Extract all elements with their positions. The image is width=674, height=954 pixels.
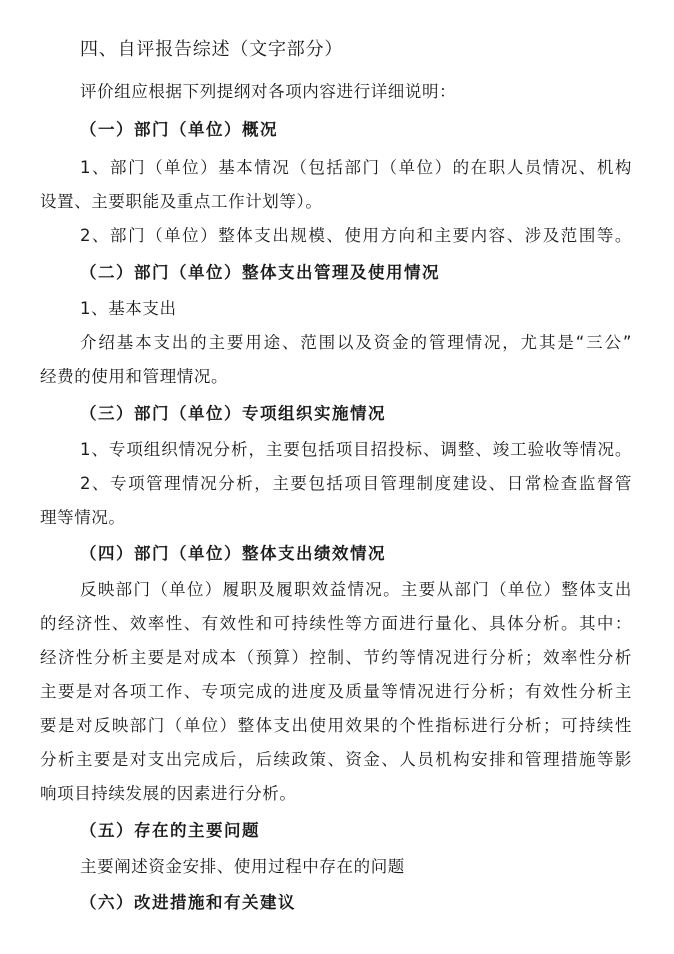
- part5-heading: （五）存在的主要问题: [80, 821, 260, 840]
- section-title: 四、自评报告综述（文字部分）: [80, 39, 344, 60]
- intro-text: 评价组应根据下列提纲对各项内容进行详细说明：: [80, 82, 457, 101]
- part3-item1: 1、专项组织情况分析，主要包括项目招投标、调整、竣工验收等情况。: [80, 440, 632, 459]
- part4-line: 响项目持续发展的因素进行分析。: [40, 784, 297, 803]
- part4-line: 要是对反映部门（单位）整体支出使用效果的个性指标进行分析；可持续性: [40, 716, 632, 735]
- part4-heading: （四）部门（单位）整体支出绩效情况: [80, 544, 386, 563]
- part3-item2-line2: 理等情况。: [40, 508, 126, 527]
- part6-heading: （六）改进措施和有关建议: [80, 893, 296, 912]
- part1-item1-line1: 1、部门（单位）基本情况（包括部门（单位）的在职人员情况、机构: [80, 158, 632, 177]
- part1-item1-line2: 设置、主要职能及重点工作计划等）。: [40, 192, 323, 211]
- part2-heading: （二）部门（单位）整体支出管理及使用情况: [80, 263, 440, 282]
- part4-line: 经济性分析主要是对成本（预算）控制、节约等情况进行分析；效率性分析: [40, 648, 632, 667]
- part4-line: 分析主要是对支出完成后，后续政策、资金、人员机构安排和管理措施等影: [40, 750, 632, 769]
- part4-line: 的经济性、效率性、有效性和可持续性等方面进行量化、具体分析。其中：: [40, 614, 632, 633]
- part2-desc-line2: 经费的使用和管理情况。: [40, 367, 229, 386]
- part4-line: 反映部门（单位）履职及履职效益情况。主要从部门（单位）整体支出: [80, 580, 632, 599]
- part3-item2-line1: 2、专项管理情况分析，主要包括项目管理制度建设、日常检查监督管: [80, 474, 632, 493]
- part3-heading: （三）部门（单位）专项组织实施情况: [80, 404, 386, 423]
- part4-line: 主要是对各项工作、专项完成的进度及质量等情况进行分析；有效性分析主: [40, 682, 632, 701]
- part5-desc: 主要阐述资金安排、使用过程中存在的问题: [80, 857, 405, 876]
- part1-item2: 2、部门（单位）整体支出规模、使用方向和主要内容、涉及范围等。: [80, 226, 632, 245]
- part2-desc-line1: 介绍基本支出的主要用途、范围以及资金的管理情况，尤其是“三公”: [80, 333, 632, 352]
- part2-item1: 1、基本支出: [80, 299, 177, 318]
- part1-heading: （一）部门（单位）概况: [80, 120, 278, 139]
